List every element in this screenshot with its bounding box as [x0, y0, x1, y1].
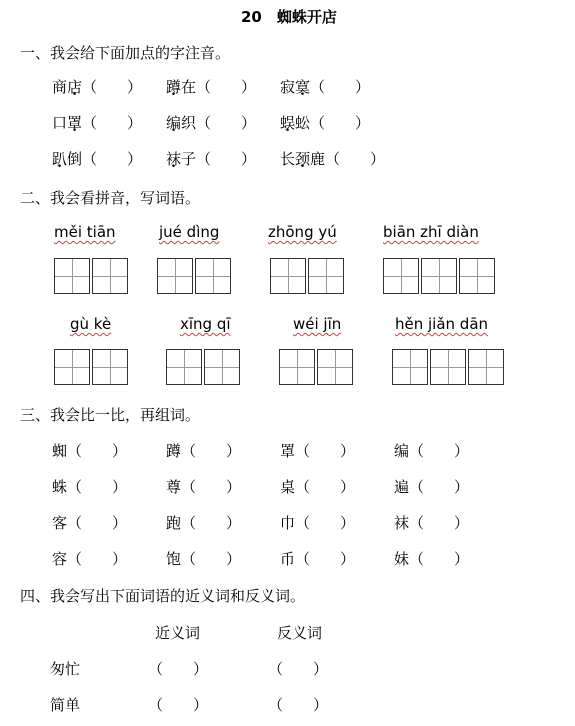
- character: 袜: [394, 514, 410, 532]
- word-text: 蚣: [295, 114, 311, 132]
- section-1-heading: 一、我会给下面加点的字注音。: [20, 44, 231, 62]
- compare-item: [280, 476, 355, 497]
- compare-item: [166, 476, 241, 497]
- phonetic-item: [166, 112, 256, 133]
- tianzige-box[interactable]: [204, 349, 240, 385]
- page-title: 20 蜘蛛开店: [241, 8, 337, 26]
- character: 饱: [166, 550, 182, 568]
- answer-blank[interactable]: （ ）: [67, 442, 128, 460]
- phonetic-item: [280, 148, 385, 169]
- answer-blank[interactable]: （ ）: [181, 442, 242, 460]
- tianzige-box[interactable]: [270, 258, 306, 294]
- compare-item: [280, 512, 355, 533]
- phonetic-item: [52, 76, 142, 97]
- answer-blank[interactable]: （ ）: [82, 150, 143, 168]
- phonetic-item: [52, 148, 142, 169]
- writing-grid: [383, 258, 495, 294]
- section-4-heading: 四、我会写出下面词语的近义词和反义词。: [20, 587, 306, 605]
- compare-item: [52, 440, 127, 461]
- writing-grid: [392, 349, 504, 385]
- compare-item: [52, 476, 127, 497]
- answer-blank[interactable]: （ ）: [196, 114, 257, 132]
- writing-grid: [54, 349, 128, 385]
- pinyin-label: xīng qī: [180, 315, 231, 333]
- character: 编: [394, 442, 410, 460]
- compare-item: [280, 440, 355, 461]
- word-text: 鹿: [310, 150, 326, 168]
- tianzige-box[interactable]: [92, 258, 128, 294]
- dotted-character: 店: [67, 78, 83, 96]
- compare-item: [52, 548, 127, 569]
- answer-blank[interactable]: （ ）: [409, 550, 470, 568]
- tianzige-box[interactable]: [459, 258, 495, 294]
- answer-blank[interactable]: （ ）: [181, 478, 242, 496]
- answer-blank[interactable]: （ ）: [82, 78, 143, 96]
- phonetic-item: [166, 148, 256, 169]
- dotted-character: 趴: [52, 150, 68, 168]
- tianzige-box[interactable]: [383, 258, 419, 294]
- dotted-character: 袜: [166, 150, 182, 168]
- word-text: 商: [52, 78, 68, 96]
- character: 妹: [394, 550, 410, 568]
- section-2-heading: 二、我会看拼音，写词语。: [20, 189, 201, 207]
- character: 客: [52, 514, 68, 532]
- tianzige-box[interactable]: [54, 258, 90, 294]
- pinyin-label: biān zhī diàn: [383, 223, 479, 241]
- answer-blank[interactable]: （ ）: [67, 478, 128, 496]
- pinyin-label: měi tiān: [54, 223, 116, 241]
- character: 跑: [166, 514, 182, 532]
- pinyin-label: hěn jiǎn dān: [395, 315, 489, 333]
- character: 罩: [280, 442, 296, 460]
- dotted-character: 颈: [295, 150, 311, 168]
- character: 巾: [280, 514, 296, 532]
- tianzige-box[interactable]: [317, 349, 353, 385]
- tianzige-box[interactable]: [392, 349, 428, 385]
- answer-blank[interactable]: （ ）: [310, 114, 371, 132]
- phonetic-item: [166, 76, 256, 97]
- answer-blank[interactable]: （ ）: [295, 478, 356, 496]
- character: 蹲: [166, 442, 182, 460]
- pinyin-label: jué dìng: [159, 223, 220, 241]
- word-text: 子: [181, 150, 197, 168]
- dotted-character: 蹲: [166, 78, 182, 96]
- answer-blank[interactable]: （ ）: [196, 78, 257, 96]
- writing-grid: [279, 349, 353, 385]
- dotted-character: 编: [166, 114, 182, 132]
- pinyin-label: wéi jīn: [293, 315, 342, 333]
- compare-item: [394, 512, 469, 533]
- tianzige-box[interactable]: [92, 349, 128, 385]
- phonetic-item: [280, 76, 370, 97]
- section-3-heading: 三、我会比一比，再组词。: [20, 406, 201, 424]
- character: 尊: [166, 478, 182, 496]
- tianzige-box[interactable]: [421, 258, 457, 294]
- compare-item: [166, 440, 241, 461]
- character: 蜘: [52, 442, 68, 460]
- answer-blank[interactable]: （ ）: [295, 442, 356, 460]
- compare-item: [52, 512, 127, 533]
- tianzige-box[interactable]: [279, 349, 315, 385]
- character: 遍: [394, 478, 410, 496]
- synonym-column-header: 近义词: [155, 624, 201, 642]
- character: 蛛: [52, 478, 68, 496]
- character: 币: [280, 550, 296, 568]
- tianzige-box[interactable]: [195, 258, 231, 294]
- antonym-blank[interactable]: （ ）: [268, 696, 329, 714]
- answer-blank[interactable]: （ ）: [196, 150, 257, 168]
- answer-blank[interactable]: （ ）: [82, 114, 143, 132]
- tianzige-box[interactable]: [308, 258, 344, 294]
- word-text: 长: [280, 150, 296, 168]
- phonetic-item: [52, 112, 142, 133]
- answer-blank[interactable]: （ ）: [409, 478, 470, 496]
- tianzige-box[interactable]: [157, 258, 193, 294]
- writing-grid: [270, 258, 344, 294]
- compare-item: [394, 440, 469, 461]
- tianzige-box[interactable]: [430, 349, 466, 385]
- tianzige-box[interactable]: [166, 349, 202, 385]
- character: 桌: [280, 478, 296, 496]
- answer-blank[interactable]: （ ）: [325, 150, 386, 168]
- pinyin-label: gù kè: [70, 315, 112, 333]
- word-text: 在: [181, 78, 197, 96]
- antonym-column-header: 反义词: [277, 624, 323, 642]
- answer-blank[interactable]: （ ）: [310, 78, 371, 96]
- answer-blank[interactable]: （ ）: [67, 550, 128, 568]
- answer-blank[interactable]: （ ）: [409, 442, 470, 460]
- tianzige-box[interactable]: [54, 349, 90, 385]
- answer-blank[interactable]: （ ）: [181, 514, 242, 532]
- compare-item: [166, 548, 241, 569]
- answer-blank[interactable]: （ ）: [295, 514, 356, 532]
- writing-grid: [166, 349, 240, 385]
- word-text: 倒: [67, 150, 83, 168]
- compare-item: [166, 512, 241, 533]
- compare-item: [280, 548, 355, 569]
- word-text: 寂: [280, 78, 296, 96]
- dotted-character: 罩: [67, 114, 83, 132]
- compare-item: [394, 548, 469, 569]
- answer-blank[interactable]: （ ）: [295, 550, 356, 568]
- dotted-character: 蜈: [280, 114, 296, 132]
- writing-grid: [54, 258, 128, 294]
- synonym-blank[interactable]: （ ）: [148, 660, 209, 678]
- compare-item: [394, 476, 469, 497]
- phonetic-item: [280, 112, 370, 133]
- word-label: 匆忙: [50, 660, 81, 678]
- answer-blank[interactable]: （ ）: [181, 550, 242, 568]
- word-text: 织: [181, 114, 197, 132]
- writing-grid: [157, 258, 231, 294]
- dotted-character: 寞: [295, 78, 311, 96]
- answer-blank[interactable]: （ ）: [409, 514, 470, 532]
- pinyin-label: zhōng yú: [268, 223, 337, 241]
- antonym-blank[interactable]: （ ）: [268, 660, 329, 678]
- tianzige-box[interactable]: [468, 349, 504, 385]
- word-text: 口: [52, 114, 68, 132]
- character: 容: [52, 550, 68, 568]
- synonym-blank[interactable]: （ ）: [148, 696, 209, 714]
- answer-blank[interactable]: （ ）: [67, 514, 128, 532]
- word-label: 简单: [50, 696, 81, 714]
